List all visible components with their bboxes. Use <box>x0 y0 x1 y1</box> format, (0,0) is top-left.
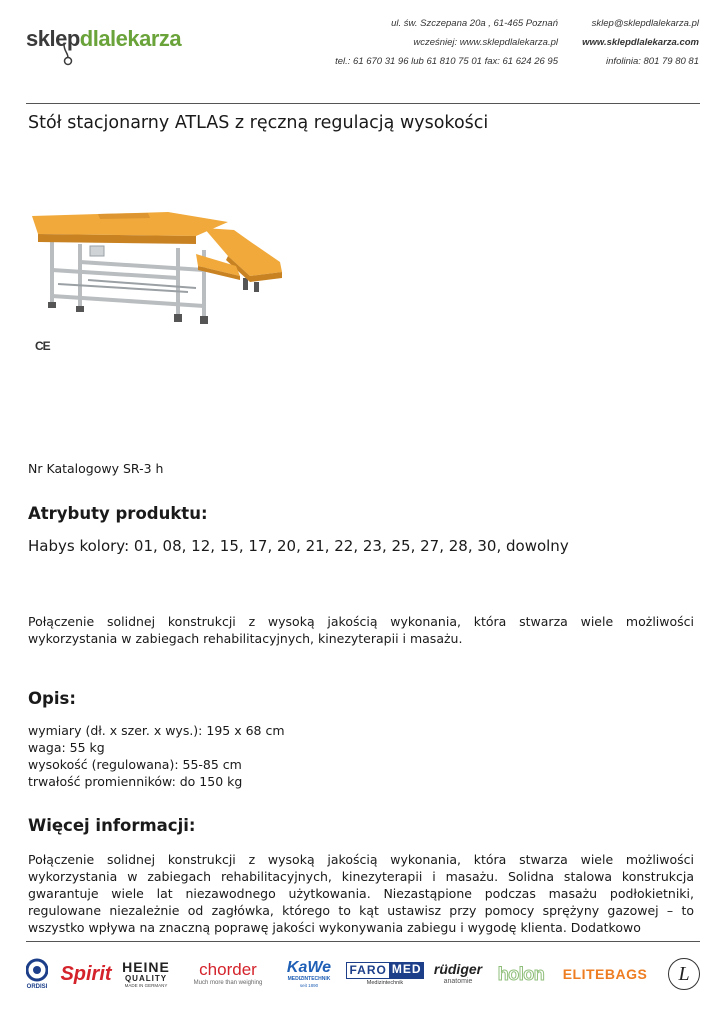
littmann-emblem <box>668 958 700 990</box>
spec-weight: waga: 55 kg <box>28 740 105 755</box>
faromed-wordmark: FARO MED <box>346 962 423 979</box>
kawe-tagline: seit 1890 <box>299 982 319 988</box>
stethoscope-icon <box>60 44 74 66</box>
rudiger-subtitle: anatomie <box>443 978 473 985</box>
rudiger-wordmark: rüdiger <box>433 961 483 977</box>
brand-faromed[interactable] <box>346 952 424 996</box>
logo-wordmark: sklepdlalekarza <box>26 26 182 51</box>
brand-logo-strip <box>22 952 704 996</box>
heine-tagline: MADE IN GERMANY <box>124 982 168 988</box>
heine-quality: QUALITY <box>124 973 168 983</box>
brand-chorder[interactable] <box>182 952 274 996</box>
ce-mark: CE <box>35 339 50 353</box>
brand-rudiger[interactable] <box>432 952 484 996</box>
page-header <box>0 0 725 98</box>
intro-paragraph: Połączenie solidnej konstrukcji z wysoką jakością wykonania, która stwarza wiele możliwości wykorzystania w zabiegach rehabilitacyjnych, kinezyterapii i masażu. <box>28 614 694 646</box>
brand-kawe[interactable] <box>284 952 334 996</box>
phone-numbers: tel.: 61 670 31 96 lub 61 810 75 01 fax: 61 624 26 95 <box>335 56 558 67</box>
shop-address: ul. św. Szczepana 20a , 61-465 Poznań <box>391 18 558 29</box>
brand-heine[interactable] <box>118 952 174 996</box>
contact-online-block <box>582 14 699 71</box>
description-heading: Opis: <box>28 689 76 708</box>
attributes-heading: Atrybuty produktu: <box>28 504 208 523</box>
ordisi-emblem-icon <box>26 958 48 984</box>
brand-ordisi[interactable] <box>22 952 52 996</box>
attribute-colors: Habys kolory: 01, 08, 12, 15, 17, 20, 21, 22, 23, 25, 27, 28, 30, dowolny <box>28 537 569 555</box>
ordisi-label: ORDISI <box>26 984 48 990</box>
spec-load: trwałość promienników: do 150 kg <box>28 774 243 789</box>
chorder-wordmark: chorder <box>199 960 257 979</box>
spec-dimensions: wymiary (dł. x szer. x wys.): 195 x 68 cm <box>28 723 285 738</box>
former-website[interactable]: wcześniej: www.sklepdlalekarza.pl <box>413 37 558 48</box>
brand-littmann[interactable] <box>666 952 702 996</box>
spec-height: wysokość (regulowana): 55-85 cm <box>28 757 242 772</box>
shop-email[interactable]: sklep@sklepdlalekarza.pl <box>591 18 699 29</box>
brand-elitebags[interactable] <box>556 952 654 996</box>
product-title: Stół stacjonarny ATLAS z ręczną regulacją wysokości <box>28 113 489 133</box>
holon-wordmark: holon <box>497 963 545 984</box>
littmann-letter: L <box>678 962 690 985</box>
faromed-subtitle: Medizintechnik <box>366 979 404 986</box>
shop-logo[interactable] <box>26 22 196 68</box>
heine-wordmark: HEINE <box>122 958 170 975</box>
more-info-heading: Więcej informacji: <box>28 816 196 835</box>
kawe-subtitle: MEDIZINTECHNIK <box>287 975 331 982</box>
spirit-wordmark: Spirit <box>60 962 112 985</box>
brand-spirit[interactable] <box>58 952 114 996</box>
hotline-number: infolinia: 801 79 80 81 <box>606 56 699 67</box>
spec-list <box>28 722 285 790</box>
elitebags-wordmark: ELITEBAGS <box>562 966 648 982</box>
chorder-tagline: Much more than weighing <box>193 980 263 986</box>
product-image <box>28 200 286 360</box>
footer-divider <box>26 941 700 942</box>
brand-holon[interactable] <box>496 952 546 996</box>
shop-website[interactable]: www.sklepdlalekarza.com <box>582 37 699 48</box>
contact-address-block <box>335 14 558 71</box>
catalog-number: Nr Katalogowy SR-3 h <box>28 461 164 476</box>
more-info-paragraph: Połączenie solidnej konstrukcji z wysoką jakością wykonania, która stwarza wiele możliwości wykorzystania w zabiegach rehabilitacyjnych, kinezyterapii i masażu. Solidna stalowa konstrukcja gwarantuje wiele lat niezawodnego użytkowania. Niezastąpione podczas masażu podłokietniki, regulowane niezależnie od zagłówka, którego to kąt ustawisz przy pomocy sprężyny gazowej – to wszystko wpływa na znaczną poprawę jakości wykonywania zabiegu i wygodę klienta. Dodatkowo <box>28 852 694 935</box>
kawe-wordmark: KaWe <box>286 958 332 976</box>
header-divider <box>26 103 700 104</box>
